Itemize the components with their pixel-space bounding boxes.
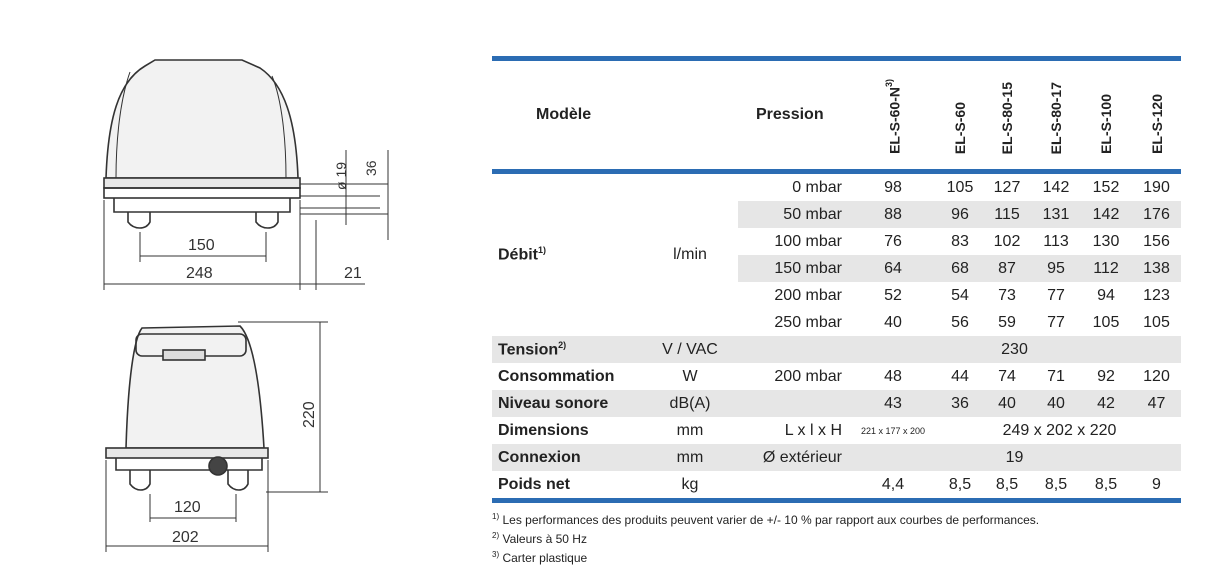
value-cell: 105	[1092, 313, 1120, 331]
condition-cell: L x l x H	[784, 421, 842, 439]
value-cell: 74	[998, 367, 1016, 385]
value-cell: 47	[1132, 390, 1181, 417]
unit-cell: mm	[676, 421, 704, 439]
value-cell: 40	[1032, 390, 1080, 417]
footnote: $^{2)}$ Valeurs à 50 Hz	[492, 531, 587, 546]
value-cell: 95	[1032, 255, 1080, 282]
pressure-cell: 0 mbar	[792, 178, 842, 196]
value-cell: 230	[848, 336, 1181, 363]
value-cell: 142	[1042, 178, 1070, 196]
model-name: EL-S-120	[1148, 94, 1165, 154]
table-row	[492, 471, 1181, 498]
value-cell: 88	[848, 201, 938, 228]
dim-top-diameter: ø 19	[333, 161, 349, 190]
value-cell: 102	[993, 232, 1021, 250]
table-row	[492, 417, 1181, 444]
value-cell: 98	[884, 178, 902, 196]
dim-top-outer: 248	[186, 265, 213, 282]
pressure-cell: 250 mbar	[774, 313, 842, 331]
unit-cell: W	[682, 367, 698, 385]
value-cell: 64	[848, 255, 938, 282]
pressure-cell: 200 mbar	[774, 286, 842, 304]
value-cell: 83	[951, 232, 969, 250]
unit-cell: V / VAC	[642, 336, 738, 363]
table-row	[492, 363, 1181, 390]
value-cell: 156	[1143, 232, 1170, 250]
value-cell: 112	[1080, 255, 1132, 282]
value-cell: 130	[1092, 232, 1120, 250]
poids-label: Poids net	[498, 475, 571, 493]
model-name: EL-S-60	[952, 101, 968, 154]
dim-front-inner: 120	[174, 499, 201, 516]
table-row	[492, 390, 1181, 417]
header-model: Modèle	[536, 106, 592, 123]
value-cell: 8,5	[1094, 475, 1118, 493]
value-cell: 48	[884, 367, 902, 385]
technical-drawing	[0, 0, 480, 575]
value-cell: 43	[848, 390, 938, 417]
value-cell: 40	[982, 390, 1032, 417]
dim-top-side: 21	[344, 265, 362, 282]
debit-label: Débit$^{1)}$	[498, 245, 547, 264]
unit-cell: mm	[642, 444, 738, 471]
value-cell: 96	[938, 201, 982, 228]
connexion-label: Connexion	[492, 444, 642, 471]
model-name: $EL-S-60-N^{3)}$	[883, 79, 903, 154]
value-cell: 131	[1032, 201, 1080, 228]
model-name: EL-S-80-15	[999, 81, 1015, 154]
value-cell: 8,5	[1044, 475, 1068, 493]
condition-cell: Ø extérieur	[738, 444, 848, 471]
value-cell: 36	[938, 390, 982, 417]
unit-cell: kg	[681, 475, 699, 493]
niveau-label: Niveau sonore	[492, 390, 642, 417]
dimensions-label: Dimensions	[498, 421, 589, 439]
unit-cell: dB(A)	[642, 390, 738, 417]
header-row	[492, 61, 1181, 169]
value-cell: 54	[951, 286, 969, 304]
value-cell: 77	[1047, 286, 1065, 304]
model-name: EL-S-80-17	[1048, 81, 1064, 154]
table-row	[492, 174, 1181, 201]
table-row	[492, 444, 1181, 471]
value-cell: 249 x 202 x 220	[1002, 421, 1117, 439]
value-cell: 76	[884, 232, 902, 250]
header-pressure: Pression	[756, 106, 824, 123]
value-cell: 105	[1143, 313, 1170, 331]
model-name: EL-S-100	[1098, 94, 1114, 154]
spec-table-container	[492, 56, 1181, 503]
dim-front-height: 220	[301, 401, 318, 428]
value-cell: 92	[1097, 367, 1115, 385]
tension-label: Tension$^{2)}$	[492, 336, 642, 363]
value-cell: 176	[1132, 201, 1181, 228]
value-cell: 142	[1080, 201, 1132, 228]
condition-cell: 200 mbar	[774, 367, 842, 385]
dim-top-inner: 150	[188, 237, 215, 254]
value-cell: 221 x 177 x 200	[860, 425, 926, 436]
value-cell: 56	[951, 313, 969, 331]
footnote: $^{3)}$ Carter plastique	[492, 550, 588, 565]
value-cell: 59	[998, 313, 1016, 331]
value-cell: 152	[1092, 178, 1120, 196]
value-cell: 105	[946, 178, 974, 196]
value-cell: 9	[1152, 475, 1161, 493]
value-cell: 113	[1043, 232, 1069, 250]
value-cell: 4,4	[881, 475, 905, 493]
spec-table	[492, 56, 1181, 503]
pressure-cell: 100 mbar	[774, 232, 842, 250]
footnote: $^{1)}$ Les performances des produits peuvent varier de +/- 10 % par rapport aux courbes de performances.	[492, 512, 1040, 527]
value-cell: 71	[1047, 367, 1065, 385]
value-cell: 52	[884, 286, 902, 304]
value-cell: 8,5	[995, 475, 1019, 493]
value-cell: 123	[1143, 286, 1170, 304]
footnotes	[492, 509, 1039, 566]
value-cell: 73	[998, 286, 1016, 304]
value-cell: 138	[1132, 255, 1181, 282]
value-cell: 87	[982, 255, 1032, 282]
value-cell: 40	[884, 313, 902, 331]
pressure-cell: 150 mbar	[738, 255, 848, 282]
value-cell: 127	[993, 178, 1021, 196]
front-view	[106, 322, 328, 552]
value-cell: 77	[1047, 313, 1065, 331]
value-cell: 19	[848, 444, 1181, 471]
consommation-label: Consommation	[498, 367, 615, 385]
value-cell: 44	[951, 367, 969, 385]
dim-front-outer: 202	[172, 529, 199, 546]
debit-unit: l/min	[673, 246, 707, 263]
value-cell: 94	[1097, 286, 1115, 304]
table-row	[492, 336, 1181, 363]
pressure-cell: 50 mbar	[738, 201, 848, 228]
value-cell: 190	[1143, 178, 1170, 196]
dim-top-height: 36	[363, 160, 379, 176]
value-cell: 8,5	[948, 475, 972, 493]
value-cell: 68	[938, 255, 982, 282]
value-cell: 42	[1080, 390, 1132, 417]
value-cell: 120	[1143, 367, 1170, 385]
value-cell: 115	[982, 201, 1032, 228]
